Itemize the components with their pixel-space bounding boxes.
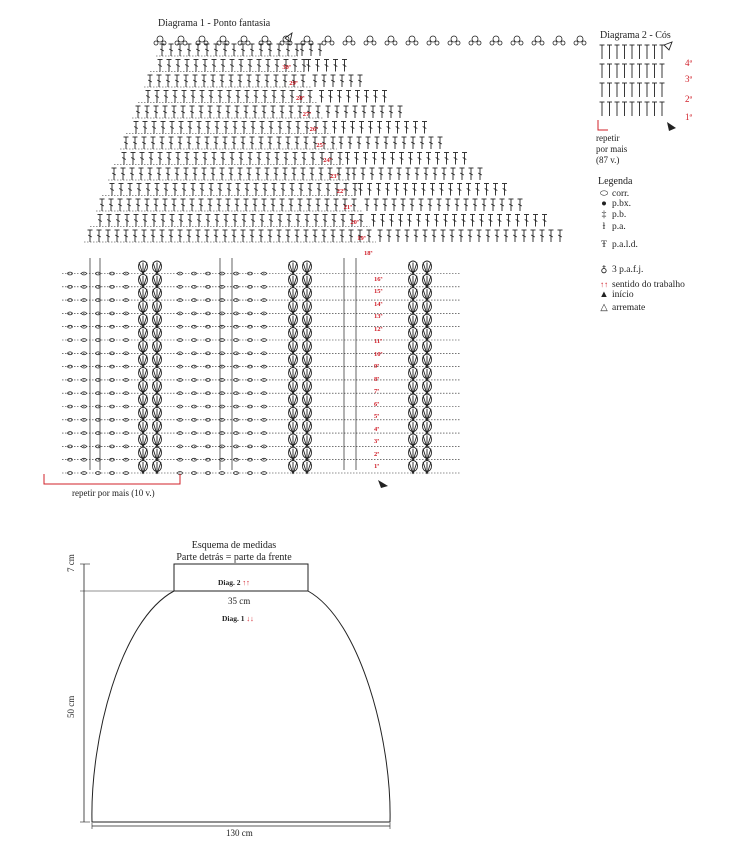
cos-row-3: 3ª [685, 74, 692, 84]
row-label: 10ª [374, 350, 383, 358]
cos-repeat-line1: repetir [596, 133, 620, 143]
row-label: 29ª [289, 79, 298, 87]
legend-label: p.a. [612, 222, 626, 232]
legend-item-single-crochet [598, 210, 626, 220]
legend-label: p.bx. [612, 199, 631, 209]
chain-icon: ⬭ [599, 189, 609, 199]
legend-item-finish [598, 302, 645, 313]
row-label: 8ª [374, 375, 380, 383]
row-label: 25ª [316, 141, 325, 149]
legend-label: sentido do trabalho [612, 280, 685, 290]
waist-width-label: 35 cm [228, 596, 251, 606]
skirt-length-label [66, 696, 76, 718]
cos-row-4: 4ª [685, 58, 692, 68]
diagram1-repeat-note: repetir por mais (10 v.) [72, 488, 155, 498]
legend-item-slip-stitch [598, 199, 631, 209]
schematic-shape [0, 560, 420, 850]
row-label: 24ª [323, 157, 332, 164]
legend-label: p.a.l.d. [612, 240, 638, 250]
row-label: 4ª [374, 425, 380, 433]
legend-item-start [598, 290, 634, 300]
legend-label: arremate [612, 303, 646, 313]
single-crochet-icon: ‡ [601, 210, 607, 220]
cos-row-2: 2ª [685, 94, 692, 104]
row-label: 27ª [302, 110, 312, 118]
schematic-subtitle: Parte detrás = parte da frente [176, 552, 292, 563]
row-label: 18ª [364, 250, 373, 257]
legend-item-direction [598, 280, 685, 290]
schematic-title: Esquema de medidas [191, 540, 277, 551]
diag2-marker [218, 578, 250, 587]
legend-label: início [612, 290, 634, 300]
diagram2-chart [594, 40, 694, 140]
cos-repeat-line3: (87 v.) [596, 155, 620, 165]
row-label: 19ª [357, 234, 366, 242]
row-label: 1ª [374, 463, 380, 470]
cos-finish-arrow-icon [664, 42, 672, 50]
treble-crochet-icon: Ŧ [601, 240, 607, 250]
cos-start-arrow-icon [667, 122, 676, 131]
row-label: 15ª [374, 288, 383, 295]
legend-item-cluster [598, 264, 643, 275]
cos-row-1: 1ª [685, 112, 692, 122]
diag1-label: Diag. 1 [222, 614, 245, 623]
direction-arrows-icon: ↑↑ [600, 280, 608, 289]
row-label: 30ª [282, 64, 291, 71]
legend-label: corr. [612, 189, 630, 199]
row-label: 9ª [374, 363, 380, 370]
skirt-outline [92, 591, 390, 822]
row-label: 2ª [374, 450, 380, 458]
row-label: 6ª [374, 400, 380, 408]
row-label: 28ª [296, 95, 305, 102]
waist-height-value: 7 cm [66, 554, 76, 572]
diagram1-title: Diagrama 1 - Ponto fantasia [158, 18, 271, 29]
cos-repeat-bracket [598, 120, 608, 130]
row-label: 11ª [374, 338, 383, 345]
row-label: 16ª [374, 275, 383, 283]
waist-height-label [66, 554, 76, 572]
row-label: 7ª [374, 388, 380, 395]
start-arrow-icon [378, 480, 388, 488]
start-arrow-icon: ▲ [599, 290, 609, 300]
legend-item-treble-crochet [598, 240, 638, 250]
diag1-marker [222, 614, 254, 623]
skirt-length-value: 50 cm [66, 695, 76, 718]
slip-stitch-icon: ● [601, 199, 607, 209]
legend-label: 3 p.a.f.j. [612, 265, 644, 275]
diag2-arrows-icon: ↑↑ [242, 578, 250, 587]
row-label: 26ª [309, 126, 319, 133]
row-label: 20ª [350, 219, 359, 226]
legend-item-double-crochet [598, 222, 626, 232]
hem-width-label: 130 cm [226, 828, 253, 838]
row-label: 12ª [374, 325, 383, 333]
diag2-label: Diag. 2 [218, 578, 241, 587]
row-label: 14ª [374, 300, 383, 308]
cos-repeat-line2: por mais [596, 144, 628, 154]
row-label: 23ª [330, 172, 339, 180]
cos-repeat-note [596, 133, 627, 166]
legend-title: Legenda [598, 176, 633, 187]
finish-arrow-icon: △ [600, 303, 608, 313]
repeat-bracket [44, 474, 180, 484]
legend-label: p.b. [612, 210, 627, 220]
row-label: 21ª [343, 203, 353, 211]
row-label: 22ª [336, 188, 346, 195]
row-label: 13ª [374, 313, 383, 320]
diag1-arrows-icon: ↓↓ [246, 614, 254, 623]
diagram2-title: Diagrama 2 - Cós [600, 30, 671, 41]
legend-item-chain [598, 188, 629, 199]
cluster-icon: ♁ [600, 265, 608, 275]
row-label: 3ª [374, 438, 380, 445]
row-label: 5ª [374, 413, 380, 420]
double-crochet-icon: ƚ [602, 222, 606, 232]
